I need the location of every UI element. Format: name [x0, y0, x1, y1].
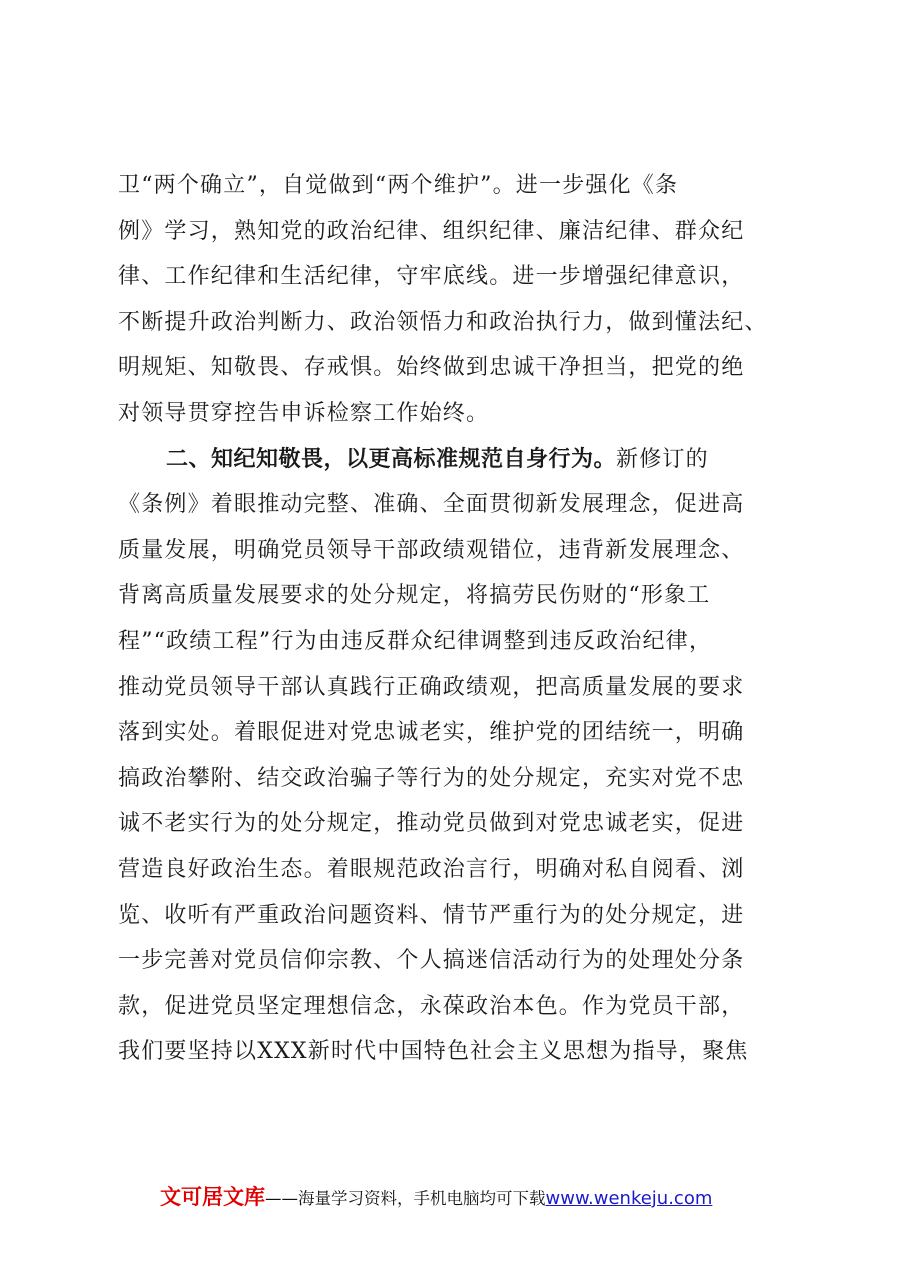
footer-brand: 文可居文库	[160, 1185, 265, 1209]
text-line: 例》学习，熟知党的政治纪律、组织纪律、廉洁纪律、群众纪	[118, 218, 745, 244]
text-line: 律、工作纪律和生活纪律，守牢底线。进一步增强纪律意识，	[118, 264, 745, 290]
text-line: 款，促进党员坚定理想信念，永葆政治本色。作为党员干部，	[118, 993, 745, 1019]
text-line: 我们要坚持以XXX新时代中国特色社会主义思想为指导，聚焦	[118, 1039, 749, 1065]
paragraph-2	[118, 437, 798, 1075]
text-line: 落到实处。着眼促进对党忠诚老实，维护党的团结统一，明确	[118, 720, 745, 746]
text-line: 一步完善对党员信仰宗教、个人搞迷信活动行为的处理处分条	[118, 948, 745, 974]
text-run: 新修订的	[616, 446, 709, 472]
text-line: 《条例》着眼推动完整、准确、全面贯彻新发展理念，促进高	[118, 492, 745, 518]
text-line: 背离高质量发展要求的处分规定，将搞劳民伤财的“形象工	[118, 583, 711, 609]
text-line: 卫“两个确立”，自觉做到“两个维护”。进一步强化《条	[118, 173, 679, 198]
text-line: 营造良好政治生态。着眼规范政治言行，明确对私自阅看、浏	[118, 856, 745, 882]
text-line: 对领导贯穿控告申诉检察工作始终。	[118, 400, 490, 426]
text-line: 不断提升政治判断力、政治领悟力和政治执行力，做到懂法纪、	[118, 309, 768, 335]
text-line: 诚不老实行为的处分规定，推动党员做到对党忠诚老实，促进	[118, 811, 745, 837]
footer-slogan: ——海量学习资料，手机电脑均可下载	[265, 1189, 546, 1208]
footer-url-link[interactable]: www.wenkeju.com	[545, 1188, 713, 1209]
section-heading: 二、知纪知敬畏，以更高标准规范自身行为。	[166, 446, 617, 472]
paragraph-1	[118, 163, 798, 437]
text-line: 搞政治攀附、结交政治骗子等行为的处分规定，充实对党不忠	[118, 765, 745, 791]
text-line: 明规矩、知敬畏、存戒惧。始终做到忠诚干净担当，把党的绝	[118, 355, 745, 381]
text-line: 推动党员领导干部认真践行正确政绩观，把高质量发展的要求	[118, 674, 745, 700]
footer-banner	[160, 1182, 800, 1212]
text-line: 览、收听有严重政治问题资料、情节严重行为的处分规定，进	[118, 902, 745, 928]
text-line: 质量发展，明确党员领导干部政绩观错位，违背新发展理念、	[118, 537, 745, 563]
document-body	[118, 163, 798, 1075]
text-line: 程”“政绩工程”行为由违反群众纪律调整到违反政治纪律，	[118, 628, 713, 654]
paragraph-first-line	[118, 437, 798, 483]
